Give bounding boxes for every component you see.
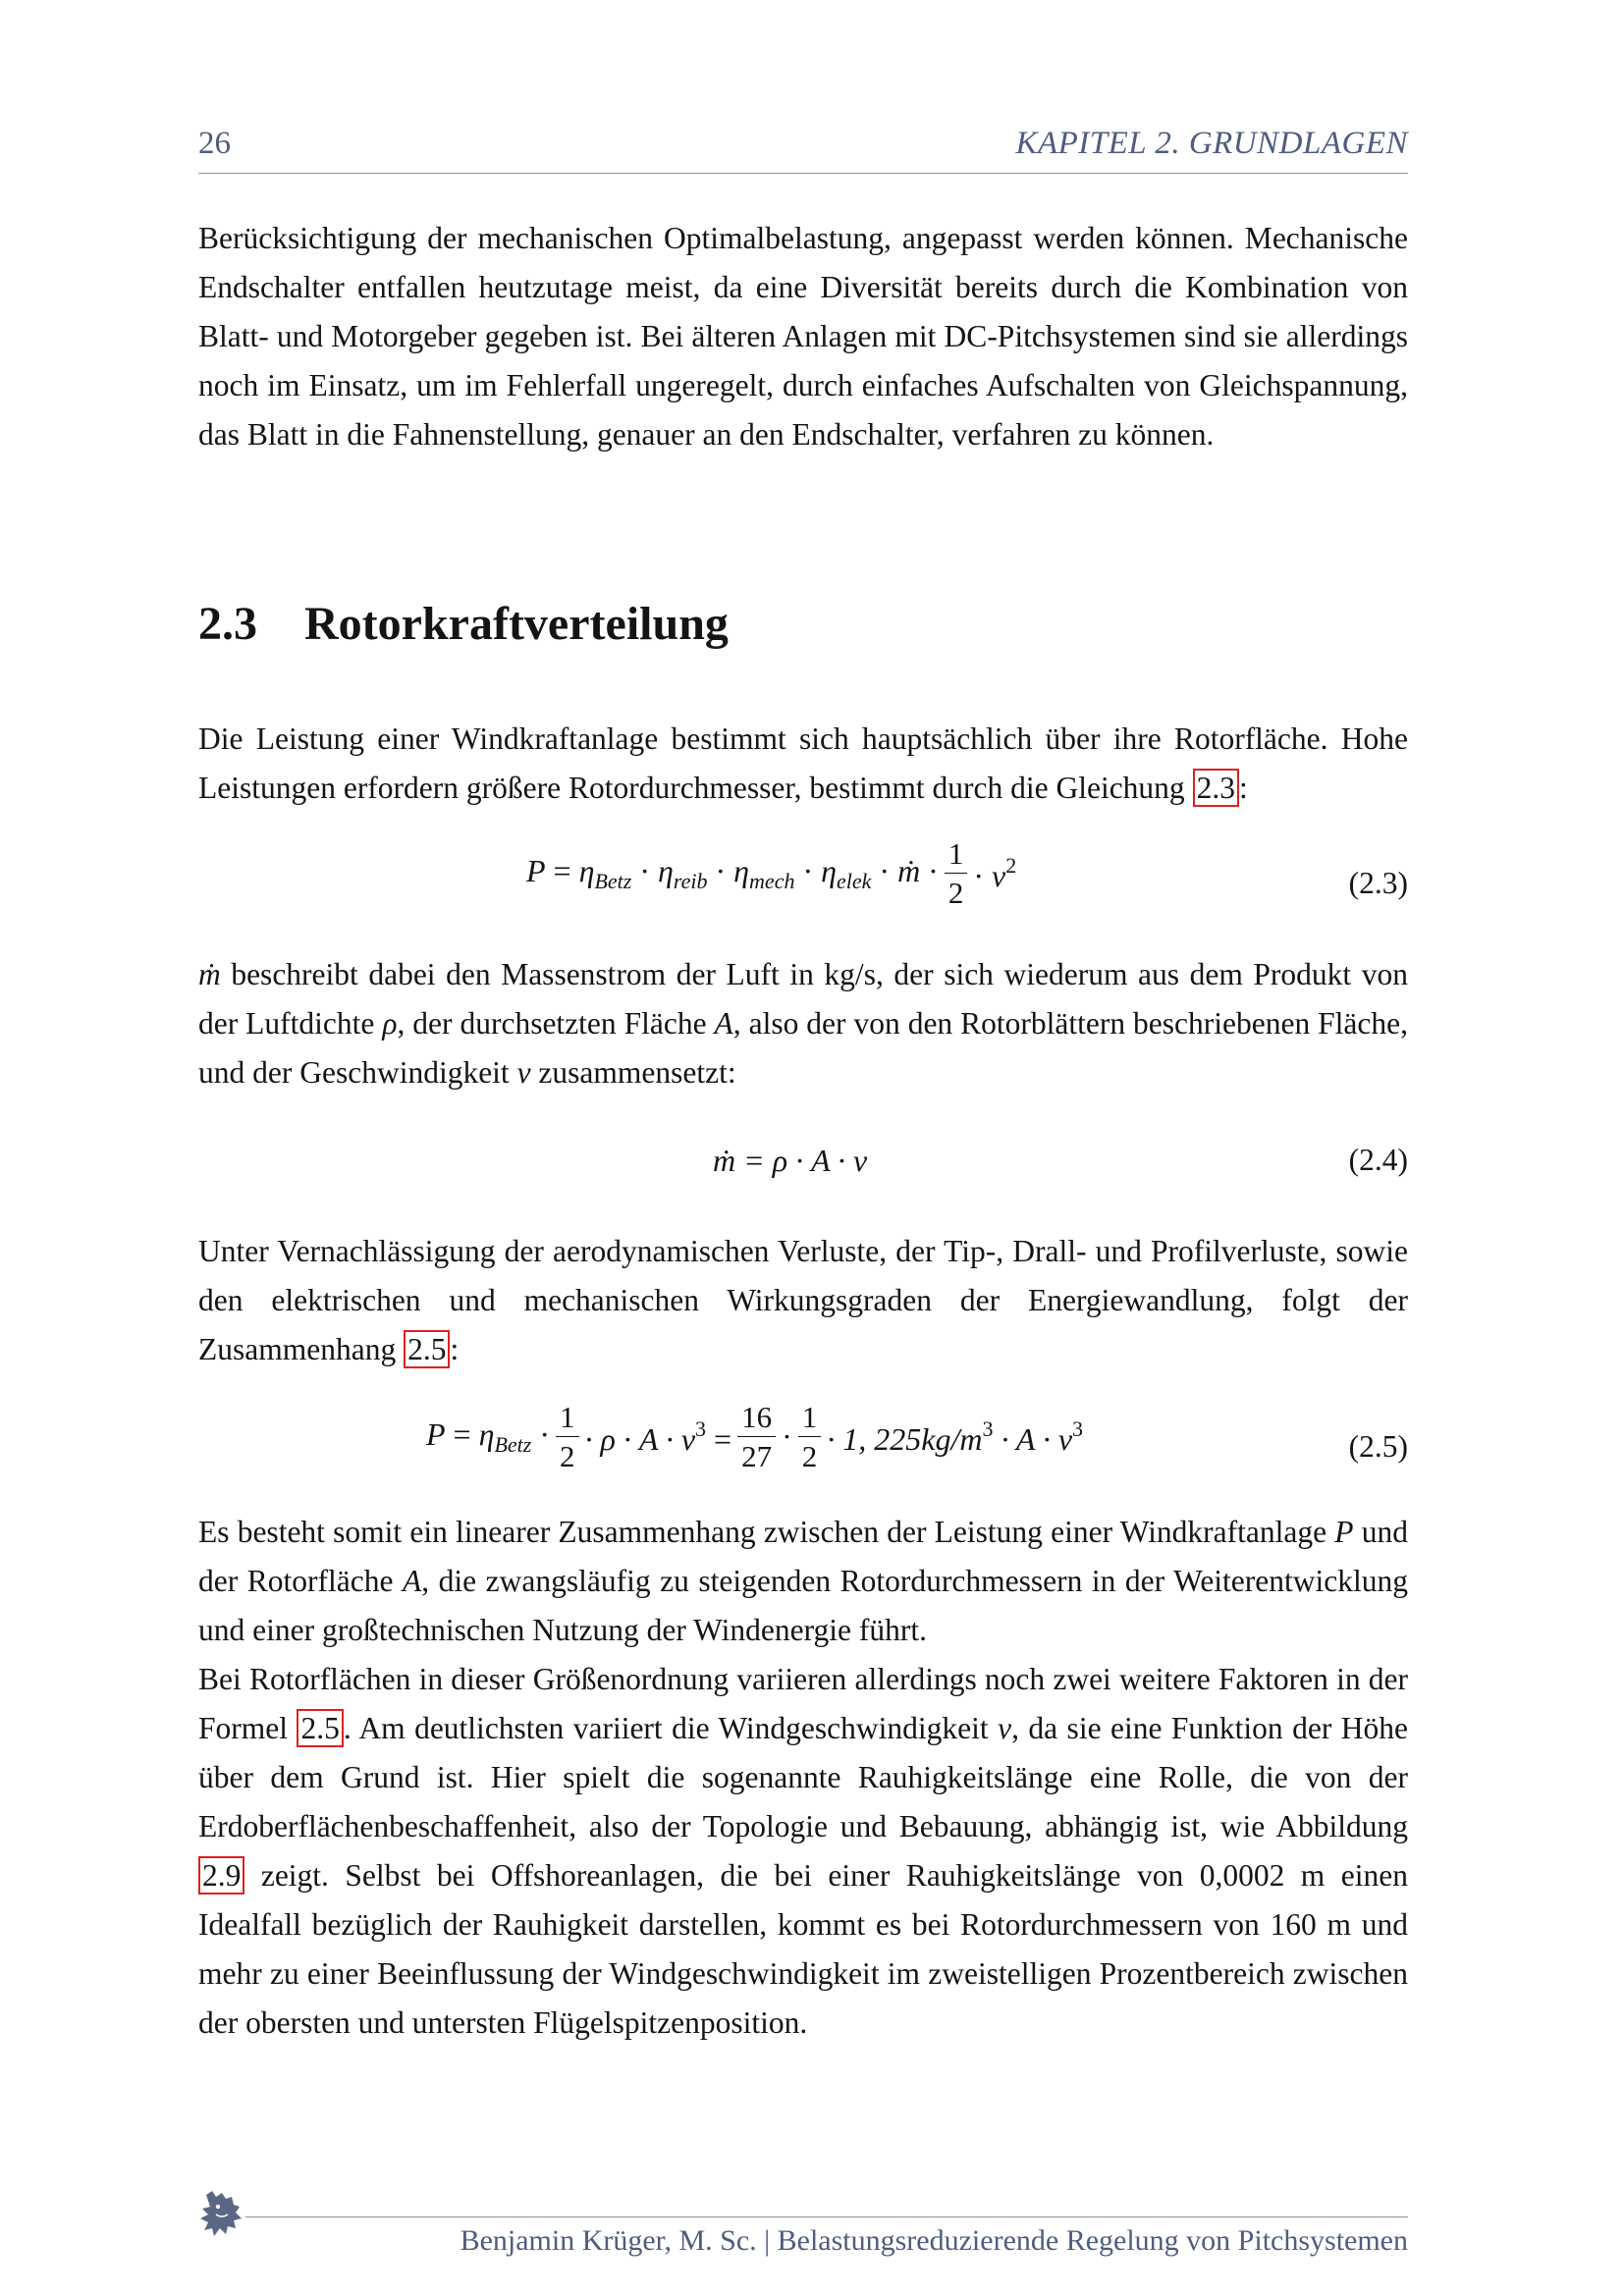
section-heading (198, 597, 729, 651)
subscript-mech: mech (749, 868, 795, 893)
denominator: 2 (801, 1439, 818, 1473)
paragraph-losses (198, 1227, 1408, 1374)
fraction-one-half (798, 1402, 822, 1471)
heraldic-lion-icon (198, 2189, 245, 2240)
subscript-elek: elek (837, 868, 872, 893)
paragraph-losses-block (198, 1227, 1408, 1374)
numerator: 1 (945, 838, 968, 874)
footer-text: Benjamin Krüger, M. Sc. | Belastungsreduzierende Regelung von Pitchsystemen (460, 2224, 1408, 2257)
symbol-eta: η (821, 852, 837, 888)
paragraph-roughness (198, 1655, 1408, 2048)
paragraph-mass-flow-block (198, 950, 1408, 1097)
dot-operator: · (782, 1418, 792, 1454)
middle-product: · ρ · A · v (584, 1420, 696, 1457)
symbol-rho: ρ (382, 1006, 398, 1041)
symbol-power: P (1334, 1515, 1354, 1549)
fraction-betz-limit (737, 1402, 776, 1471)
equation-expression (526, 838, 1016, 908)
equation-expression: ṁ = ρ · A · v (713, 1143, 868, 1178)
page-number: 26 (198, 126, 231, 161)
paragraph-text: und der Rotorfläche (198, 1515, 1408, 1598)
equation-ref-link[interactable]: 2.5 (297, 1709, 343, 1747)
equation-label: (2.5) (1348, 1429, 1408, 1464)
paragraph-power-block (198, 715, 1408, 813)
equation-2-5 (198, 1402, 1408, 1490)
paragraph-linear (198, 1508, 1408, 1655)
paragraph-text: beschreibt dabei den Massenstrom der Luft in kg/s, der sich wiederum aus dem Produkt von der Luftdichte (198, 957, 1408, 1041)
symbol-velocity: v (516, 1055, 531, 1090)
paragraph-text: , der durchsetzten Fläche (397, 1006, 715, 1041)
paragraph-text: : (1238, 771, 1248, 805)
symbol-velocity: v (998, 1711, 1012, 1745)
paragraph-text: Es besteht somit ein linearer Zusammenhang zwischen der Leistung einer Windkraftanlage (198, 1515, 1335, 1549)
chapter-title: KAPITEL 2. GRUNDLAGEN (1015, 126, 1408, 161)
fraction-one-half (945, 838, 968, 908)
equation-ref-link[interactable]: 2.3 (1193, 769, 1239, 807)
running-header (198, 122, 1408, 174)
section-number: 2.3 (198, 598, 257, 650)
symbol-power: P (526, 852, 546, 888)
paragraph-text: Unter Vernachlässigung der aerodynamischen Verluste, der Tip-, Drall- und Profilverluste, sowie den elektrischen und mechanischen Wirkungsgraden der Energiewandlung, folgt der Zusammenhang (198, 1234, 1408, 1366)
superscript-two: 2 (1005, 852, 1017, 878)
intro-paragraph-block (198, 214, 1408, 459)
numerator: 1 (556, 1402, 579, 1437)
paragraph-text: : (450, 1332, 460, 1366)
intro-paragraph: Berücksichtigung der mechanischen Optimalbelastung, angepasst werden können. Mechanische Endschalter entfallen heutzutage meist, da eine Diversität bereits durch die Kombination von Blatt- und Motorgeber gegeben ist. Bei älteren Anlagen mit DC-Pitchsystemen sind sie allerdings noch im Einsatz, um im Fehlerfall ungeregelt, durch einfaches Aufschalten von Gleichspannung, das Blatt in die Fahnenstellung, genauer an den Endschalter, verfahren zu können. (198, 221, 1408, 452)
footer-rule (245, 2216, 1408, 2217)
superscript-three: 3 (982, 1415, 994, 1441)
paragraph-mass-flow (198, 950, 1408, 1097)
paragraph-text: Die Leistung einer Windkraftanlage bestimmt sich hauptsächlich über ihre Rotorfläche. Hohe Leistungen erfordern größere Rotordurchmesser, bestimmt durch die Gleichung (198, 721, 1408, 805)
numerator: 16 (737, 1402, 776, 1437)
symbol-power: P (426, 1415, 446, 1452)
symbol-mass-flow: ṁ (198, 957, 221, 991)
air-density-constant: · 1, 225kg/m (827, 1420, 983, 1457)
symbol-mass-flow: ṁ (897, 852, 921, 888)
section-title: Rotorkraftverteilung (304, 598, 729, 650)
dot-operator: · (802, 852, 814, 888)
superscript-three: 3 (695, 1415, 707, 1441)
area-velocity-term: · A · v (1001, 1420, 1073, 1457)
denominator: 27 (741, 1439, 773, 1473)
paragraph-linear-block (198, 1508, 1408, 2048)
symbol-area: A (714, 1006, 733, 1041)
dot-operator: · (879, 852, 891, 888)
paragraph-text: , da sie eine Funktion der Höhe über dem Grund ist. Hier spielt die sogenannte Rauhigkeitslänge eine Rolle, die von der Erdoberflächenbeschaffenheit, also der Topologie und Bebauung, abhängig ist, wie Abbildung (198, 1711, 1408, 1843)
dot-operator: · (973, 857, 984, 893)
paragraph-text: , also der von den Rotorblättern beschriebenen Fläche, und der Geschwindigkeit (198, 1006, 1408, 1090)
equals-sign: = (553, 852, 571, 888)
paragraph-text: . Am deutlichsten variiert die Windgeschwindigkeit (343, 1711, 999, 1745)
dot-operator: · (715, 852, 727, 888)
dot-operator: · (539, 1415, 551, 1452)
equation-label: (2.4) (1348, 1143, 1408, 1177)
paragraph-text: Bei Rotorflächen in dieser Größenordnung variieren allerdings noch zwei weitere Faktoren in der Formel (198, 1662, 1408, 1745)
equation-2-3 (198, 838, 1408, 927)
superscript-three: 3 (1072, 1415, 1084, 1441)
symbol-eta: η (658, 852, 674, 888)
equation-ref-link[interactable]: 2.5 (404, 1330, 450, 1368)
numerator: 1 (798, 1402, 822, 1437)
dot-operator: · (928, 852, 939, 888)
denominator: 2 (947, 876, 964, 910)
equation-label: (2.3) (1348, 866, 1408, 900)
equals-sign: = (714, 1420, 732, 1457)
fraction-one-half (556, 1402, 579, 1471)
dot-operator: · (639, 852, 651, 888)
paragraph-power (198, 715, 1408, 813)
subscript-reib: reib (673, 868, 708, 893)
symbol-eta: η (578, 852, 595, 888)
symbol-area: A (402, 1564, 422, 1598)
symbol-eta: η (733, 852, 750, 888)
equals-sign: = (453, 1415, 471, 1452)
figure-ref-link[interactable]: 2.9 (198, 1856, 244, 1895)
equation-2-4 (198, 1139, 1408, 1188)
paragraph-text: zusammensetzt: (530, 1055, 736, 1090)
symbol-velocity: v (991, 857, 1006, 893)
subscript-betz: Betz (594, 868, 632, 893)
paragraph-text: zeigt. Selbst bei Offshoreanlagen, die bei einer Rauhigkeitslänge von 0,0002 m einen Idealfall bezüglich der Rauhigkeit darstellen, kommt es bei Rotordurchmessern von 160 m und mehr zu einer Beeinflussung der Windgeschwindigkeit im zweistelligen Prozentbereich zwischen der obersten und untersten Flügelspitzenposition. (198, 1858, 1408, 2040)
symbol-eta: η (478, 1415, 495, 1452)
subscript-betz: Betz (494, 1431, 532, 1457)
paragraph-text: , die zwangsläufig zu steigenden Rotordurchmessern in der Weiterentwicklung und einer großtechnischen Nutzung der Windenergie führt. (198, 1564, 1408, 1647)
denominator: 2 (560, 1439, 575, 1473)
equation-expression (426, 1402, 1083, 1471)
